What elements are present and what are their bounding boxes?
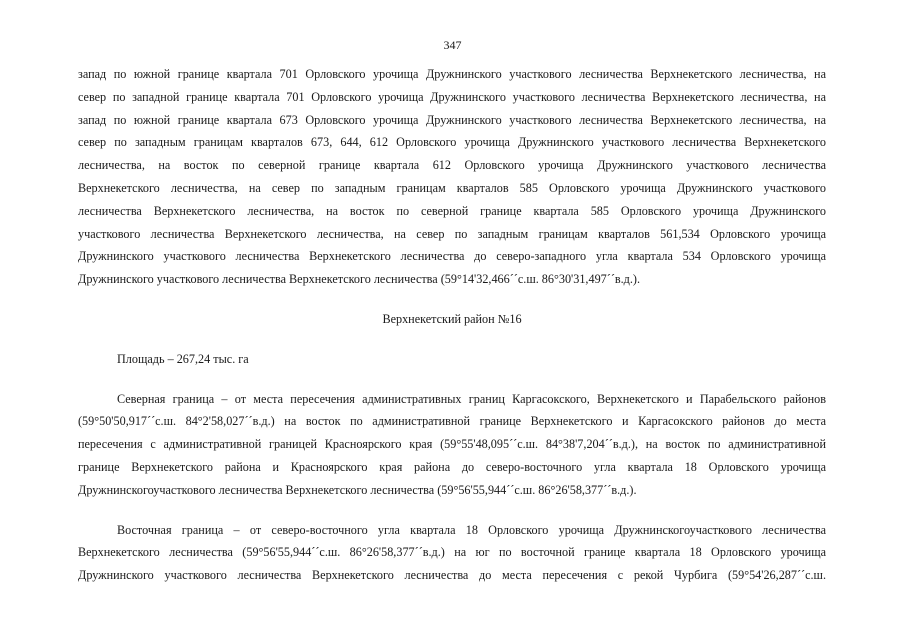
- text-line: Дружнинского участкового лесничества Верхнекетского лесничества до места пересечения с рекой Чурбига (59°54'26,287´´с.ш.: [78, 568, 826, 583]
- text-line: границе Верхнекетского района и Красноярского края района до северо-восточного угла квартала 18 Орловского урочища: [78, 459, 826, 474]
- text-line: участкового лесничества Верхнекетского лесничества, на север по западным границам кварталов 561,534 Орловского урочища: [78, 226, 826, 241]
- text-line: лесничества Верхнекетского лесничества, на восток по северной границе квартала 585 Орловского урочища Дружнинского: [78, 203, 826, 218]
- text-line: пересечения с административной границей Красноярского края (59°55'48,095´´с.ш. 84°38'7,204´´в.д.), на восток по административной: [78, 437, 826, 452]
- text-line: (59°50'50,917´´с.ш. 84°2'58,027´´в.д.) на восток по административной границе Верхнекетского и Каргасокского районов до места: [78, 414, 826, 429]
- text-line: север по западным границам кварталов 673, 644, 612 Орловского урочища Дружнинского участкового лесничества Верхнекетского: [78, 135, 826, 150]
- text-line: запад по южной границе квартала 701 Орловского урочища Дружнинского участкового лесничества Верхнекетского лесничества, на: [78, 67, 826, 81]
- text-line: север по западной границе квартала 701 Орловского урочища Дружнинского участкового лесничества Верхнекетского лесничества, на: [78, 89, 826, 104]
- text-line: Верхнекетского лесничества (59°56'55,944´´с.ш. 86°26'58,377´´в.д.) на юг по восточной границе квартала 18 Орловского урочища: [78, 545, 826, 560]
- text-line: запад по южной границе квартала 673 Орловского урочища Дружнинского участкового лесничества Верхнекетского лесничества, на: [78, 112, 826, 127]
- text-line: Восточная граница – от северо-восточного угла квартала 18 Орловского урочища Дружнинскогоучасткового лесничества: [117, 522, 826, 537]
- paragraph-spacer: [78, 371, 826, 388]
- paragraph-spacer: [78, 502, 826, 519]
- text-line: лесничества, на восток по северной границе квартала 612 Орловского урочища Дружнинского участкового лесничества: [78, 158, 826, 173]
- text-line: Северная граница – от места пересечения административных границ Каргасокского, Верхнекетского и Парабельского районов: [117, 391, 826, 406]
- paragraph-north-border: [78, 388, 826, 502]
- paragraph-east-border: [78, 519, 826, 587]
- text-line: Дружнинскогоучасткового лесничества Верхнекетского лесничества (59°56'55,944´´с.ш. 86°26'58,377´´в.д.).: [78, 482, 637, 497]
- document-body: [78, 63, 826, 587]
- text-line: Дружнинского участкового лесничества Верхнекетского лесничества до северо-западного угла квартала 534 Орловского урочища: [78, 249, 826, 264]
- paragraph-boundary-continuation: [78, 63, 826, 291]
- page-number: 347: [443, 38, 462, 52]
- text-line: Верхнекетского лесничества, на север по западным границам кварталов 585 Орловского урочища Дружнинского участкового: [78, 180, 826, 195]
- text-line: Дружнинского участкового лесничества Верхнекетского лесничества (59°14'32,466´´с.ш. 86°30'31,497´´в.д.).: [78, 272, 641, 287]
- district-heading: Верхнекетский район №16: [382, 311, 522, 326]
- area-statement: Площадь – 267,24 тыс. га: [117, 351, 249, 366]
